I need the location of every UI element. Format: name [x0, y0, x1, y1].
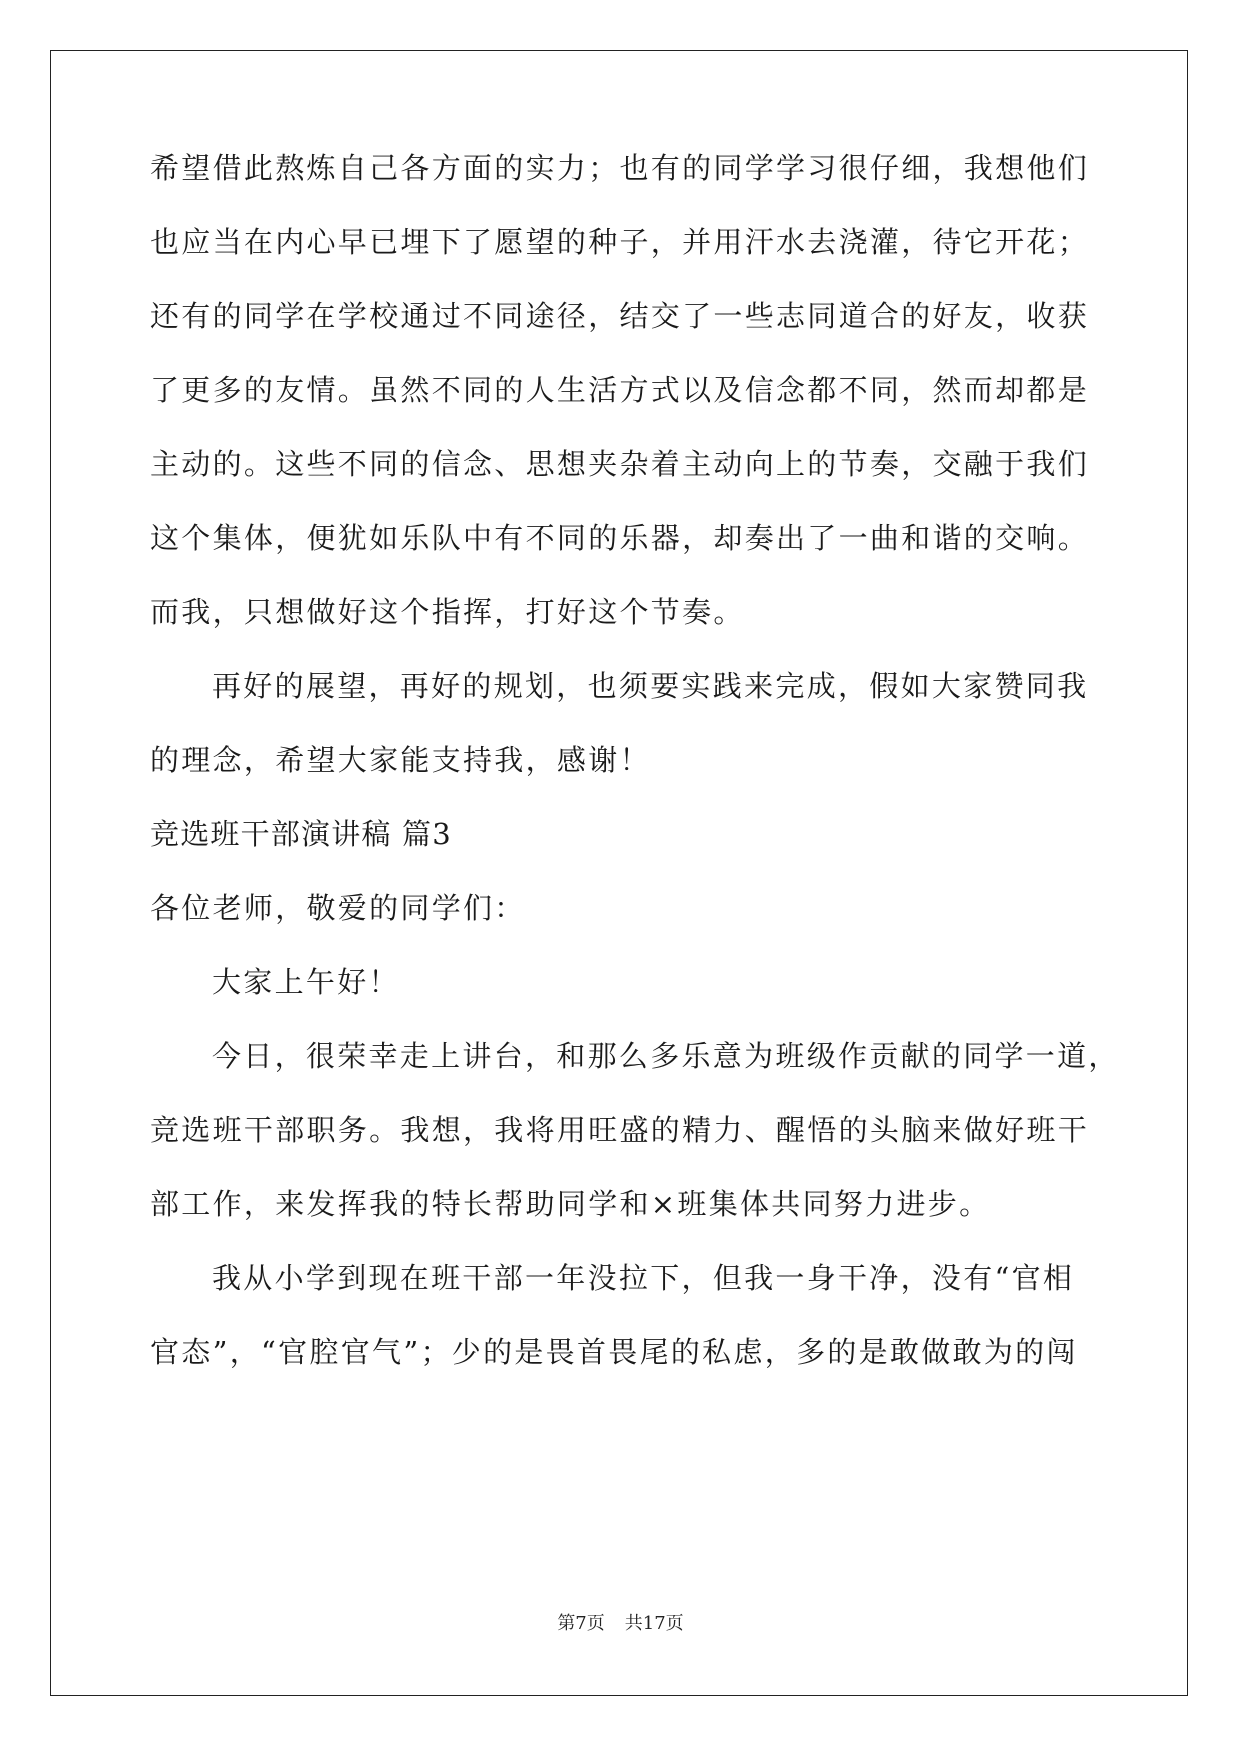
page-total: 共17页	[624, 1613, 684, 1634]
body-line: 主动的。这些不同的信念、思想夹杂着主动向上的节奏，交融于我们	[150, 447, 1090, 481]
body-line: 希望借此熬炼自己各方面的实力；也有的同学学习很仔细，我想他们	[150, 151, 1090, 185]
page-footer	[0, 1612, 1241, 1636]
paragraph-start: 再好的展望，再好的规划，也须要实践来完成，假如大家赞同我	[212, 669, 1089, 703]
body-line: 了更多的友情。虽然不同的人生活方式以及信念都不同，然而却都是	[150, 373, 1090, 407]
body-line: 还有的同学在学校通过不同途径，结交了一些志同道合的好友，收获	[150, 299, 1090, 333]
body-line: 官态”，“官腔官气”；少的是畏首畏尾的私虑，多的是敢做敢为的闯	[150, 1335, 1078, 1369]
greeting: 大家上午好！	[212, 965, 400, 999]
salutation: 各位老师，敬爱的同学们：	[150, 891, 526, 925]
paragraph-start: 我从小学到现在班干部一年没拉下，但我一身干净，没有“官相	[212, 1261, 1075, 1295]
body-line: 竞选班干部职务。我想，我将用旺盛的精力、醒悟的头脑来做好班干	[150, 1113, 1090, 1147]
body-line: 部工作，来发挥我的特长帮助同学和×班集体共同努力进步。	[150, 1187, 991, 1221]
body-line: 这个集体，便犹如乐队中有不同的乐器，却奏出了一曲和谐的交响。	[150, 521, 1090, 555]
paragraph-start: 今日，很荣幸走上讲台，和那么多乐意为班级作贡献的同学一道，	[212, 1039, 1120, 1073]
body-line: 的理念，希望大家能支持我，感谢！	[150, 743, 651, 777]
body-line: 而我，只想做好这个指挥，打好这个节奏。	[150, 595, 745, 629]
page-number: 第7页	[557, 1613, 605, 1634]
body-line: 也应当在内心早已埋下了愿望的种子，并用汗水去浇灌，待它开花；	[150, 225, 1090, 259]
section-heading: 竞选班干部演讲稿 篇3	[150, 817, 452, 851]
